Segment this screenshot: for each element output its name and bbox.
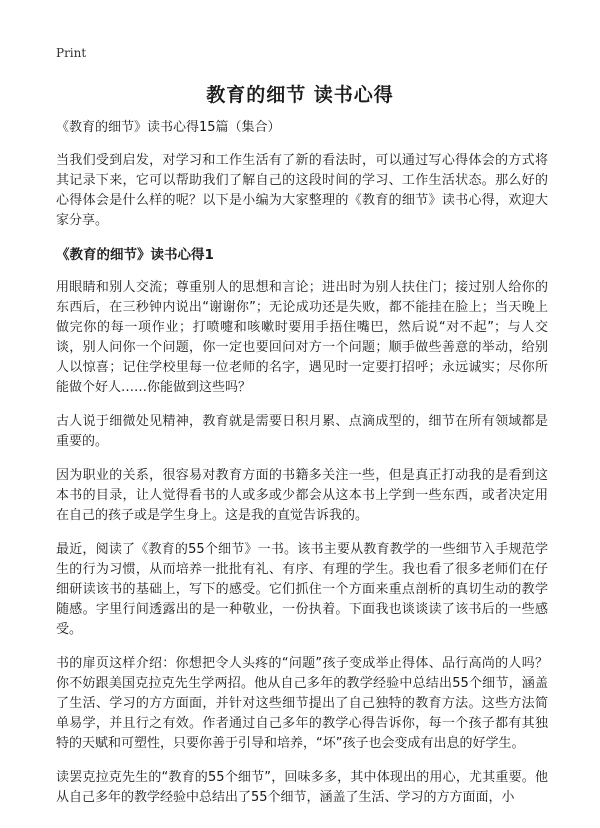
intro-paragraph: 当我们受到启发，对学习和工作生活有了新的看法时，可以通过写心得体会的方式将其记录下来，它可以帮助我们了解自己的这段时间的学习、工作生活状态。那么好的心得体会是什么样的呢？以下是小编为大家整理的《教育的细节》读书心得，欢迎大家分享。	[56, 153, 548, 228]
body-paragraph: 古人说于细微处见精神，教育就是需要日积月累、点滴成型的，细节在所有领域都是重要的。	[56, 414, 548, 449]
section-heading: 《教育的细节》读书心得1	[56, 247, 214, 263]
body-paragraph: 最近，阅读了《教育的55个细节》一书。该书主要从教育教学的一些细节入手规范学生的行为习惯，从而培养一批批有礼、有序、有理的学生。我也看了很多老师们在仔细研读该书的基础上，写下的感受。它们抓住一个方面来重点剖析的真切生动的教学随感。字里行间透露出的是一种敬业，一份执着。下面我也谈谈读了该书后的一些感受。	[56, 542, 548, 637]
print-label: Print	[56, 46, 87, 60]
body-paragraph: 因为职业的关系，很容易对教育方面的书籍多关注一些，但是真正打动我的是看到这本书的目录，让人觉得看书的人或多或少都会从这本书上学到一些东西，或者决定用在自己的孩子或是学生身上。这是我的直觉告诉我的。	[56, 468, 548, 523]
page-title: 教育的细节 读书心得	[206, 84, 394, 106]
body-paragraph: 读罢克拉克先生的“教育的55个细节”，回味多多，其中体现出的用心，尤其重要。他从自己多年的教学经验中总结出了55个细节，涵盖了生活、学习的方方面面，小	[56, 770, 548, 805]
document-body	[56, 118, 548, 822]
body-paragraph: 书的扉页这样介绍：你想把令人头疼的“问题”孩子变成举止得体、品行高尚的人吗？你不妨跟美国克拉克先生学两招。他从自己多年的教学经验中总结出55个细节，涵盖了生活、学习的方方面面，并针对这些细节提出了自己独特的教育方法。这些方法简单易学，并且行之有效。作者通过自己多年的教学心得告诉你，每一个孩子都有其独特的天赋和可塑性，只要你善于引导和培养，“坏”孩子也会变成有出息的好学生。	[56, 656, 548, 751]
body-paragraph: 用眼睛和别人交流；尊重别人的思想和言论；进出时为别人扶住门；接过别人给你的东西后，在三秒钟内说出“谢谢你”；无论成功还是失败，都不能挂在脸上；当天晚上做完你的每一项作业；打喷嚏和咳嗽时要用手捂住嘴巴，然后说“对不起”；与人交谈，别人问你一个问题，你一定也要回问对方一个问题；顺手做些善意的举动，给别人以惊喜；记住学校里每一位老师的名字，遇见时一定要打招呼；永远诚实；尽你所能做个好人……你能做到这些吗？	[56, 280, 548, 395]
document-subtitle: 《教育的细节》读书心得15篇（集合）	[56, 120, 281, 135]
